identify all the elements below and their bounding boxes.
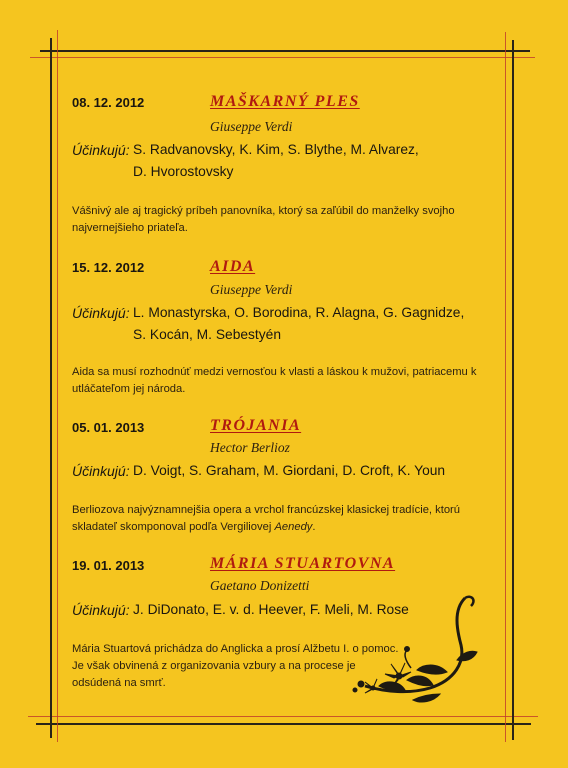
- cast-line: S. Kocán, M. Sebestyén: [133, 327, 282, 342]
- cast-label: Účinkujú:: [72, 463, 130, 479]
- event-description-line: Je však obvinená z organizovania vzbury a na procese je: [72, 660, 356, 672]
- event-composer: Hector Berlioz: [210, 440, 290, 455]
- cast-line: J. DiDonato, E. v. d. Heever, F. Meli, M. Rose: [133, 602, 409, 617]
- cast-line: L. Monastyrska, O. Borodina, R. Alagna, G. Gagnidze,: [133, 305, 465, 320]
- cast-line: D. Hvorostovsky: [133, 164, 234, 179]
- event-title: AIDA: [210, 258, 256, 275]
- frame-right-line: [512, 40, 514, 740]
- event-title: MÁRIA STUARTOVNA: [210, 555, 396, 572]
- frame-bottom-red-line: [28, 716, 538, 717]
- cast-line: D. Voigt, S. Graham, M. Giordani, D. Croft, K. Youn: [133, 463, 446, 478]
- event-date: 08. 12. 2012: [72, 95, 145, 110]
- event-composer: Giuseppe Verdi: [210, 119, 293, 134]
- frame-bottom-line: [36, 723, 531, 725]
- event-description-line: utláčateľom jej národa.: [72, 383, 186, 395]
- frame-top-red-line: [30, 57, 535, 58]
- frame-left-line: [50, 38, 52, 738]
- event-composer: Giuseppe Verdi: [210, 282, 293, 297]
- floral-ornament-icon: [345, 590, 485, 710]
- cast-label: Účinkujú:: [72, 305, 130, 321]
- event-description-line: Vášnivý ale aj tragický príbeh panovníka, ktorý sa zaľúbil do manželky svojho: [72, 205, 455, 217]
- frame-top-line: [40, 50, 530, 52]
- event-title: MAŠKARNÝ PLES: [210, 93, 360, 110]
- event-date: 05. 01. 2013: [72, 420, 145, 435]
- description-text: skladateľ skomponoval podľa Vergiliovej: [72, 521, 272, 533]
- frame-left-red-line: [57, 30, 58, 742]
- cast-label: Účinkujú:: [72, 602, 130, 618]
- cast-line: S. Radvanovsky, K. Kim, S. Blythe, M. Alvarez,: [133, 142, 419, 157]
- cast-label: Účinkujú:: [72, 142, 130, 158]
- event-description-line: Aida sa musí rozhodnúť medzi vernosťou k vlasti a láskou k mužovi, patriacemu k: [72, 366, 477, 378]
- event-description-line: skladateľ skomponoval podľa Vergiliovej Aenedy.: [72, 521, 316, 533]
- event-description-line: Berliozova najvýznamnejšia opera a vrchol francúzskej klasickej tradície, ktorú: [72, 504, 461, 516]
- description-italic-text: Aenedy: [274, 521, 313, 533]
- event-date: 15. 12. 2012: [72, 260, 145, 275]
- event-date: 19. 01. 2013: [72, 558, 145, 573]
- event-description-line: najvernejšieho priateľa.: [72, 222, 188, 234]
- event-composer: Gaetano Donizetti: [210, 578, 310, 593]
- event-title: TRÓJANIA: [210, 417, 302, 434]
- event-description-line: odsúdená na smrť.: [72, 677, 166, 689]
- event-description-line: Mária Stuartová prichádza do Anglicka a prosí Alžbetu I. o pomoc.: [72, 643, 399, 655]
